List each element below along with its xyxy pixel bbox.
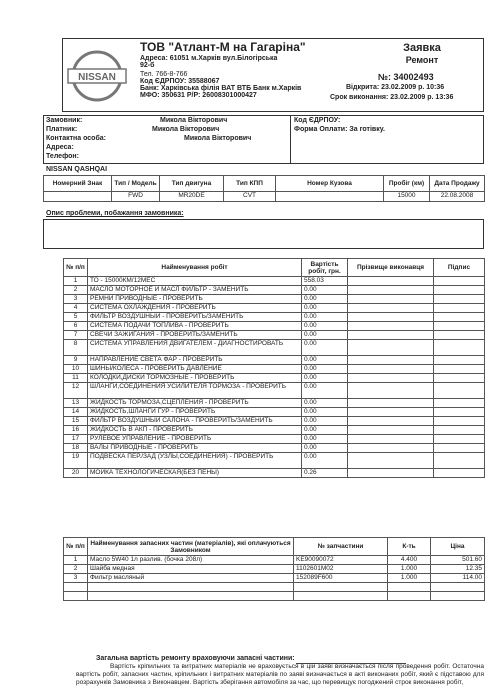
work-row xyxy=(64,322,485,331)
work-number: 4 xyxy=(64,304,88,313)
vehicle-engine: MR20DE xyxy=(160,192,224,202)
work-cost: 0.00 xyxy=(302,417,348,426)
work-executor xyxy=(348,383,434,399)
work-cost: 0.00 xyxy=(302,286,348,295)
work-name: ТО - 15000КМ/12МЕС xyxy=(88,277,302,286)
work-executor xyxy=(348,365,434,374)
work-executor xyxy=(348,417,434,426)
work-cost: 0.00 xyxy=(302,399,348,408)
customer-edrpou-label: Код ЄДРПОУ: xyxy=(294,117,341,124)
work-row xyxy=(64,374,485,383)
work-signature xyxy=(434,313,485,322)
work-executor xyxy=(348,286,434,295)
work-name: НАПРАВЛЕНИЕ СВЕТА ФАР - ПРОВЕРИТЬ xyxy=(88,356,302,365)
work-name: ШЛАНГИ,СОЕДИНЕНИЯ УСИЛИТЕЛЯ ТОРМОЗА - ПРОВЕРИТЬ xyxy=(88,383,302,399)
work-cost: 0.00 xyxy=(302,444,348,453)
part-number xyxy=(64,592,88,601)
works-body xyxy=(64,277,485,478)
part-quantity xyxy=(388,583,431,592)
footer-note: Вартість кріпильних та витратних матеріалів не враховується в цій заяві визначається після проведення робіт. Остаточна вартість робіт, запасних частин, кріпильних і витратних матеріалів по заяві визначається в акті виконаних робіт, який є підставою для розрахунків Замовника з Виконавцем. Вартість зберігання автомобіля за час, що перевищує погоджений строк виконання робіт, xyxy=(76,663,484,686)
vehicle-plate xyxy=(44,192,112,202)
work-executor xyxy=(348,399,434,408)
logo-text: NISSAN xyxy=(78,72,116,83)
part-name xyxy=(88,583,294,592)
vehicle-header: Тип двигуна xyxy=(160,176,224,192)
company-address: Адреса: 61051 м.Харків вул.Білогірська xyxy=(140,55,278,62)
vehicle-header: Пробіг (км) xyxy=(384,176,430,192)
part-row xyxy=(64,565,485,574)
company-edrpou: Код ЄДРПОУ: 35588067 xyxy=(140,78,220,85)
work-row xyxy=(64,365,485,374)
vehicle-header: Дата Продажу xyxy=(430,176,485,192)
work-name: СИСТЕМА УПРАВЛЕНИЯ ДВИГАТЕЛЕМ - ДИАГНОСТИРОВАТЬ xyxy=(88,340,302,356)
work-signature xyxy=(434,408,485,417)
order-opened: Відкрита: 23.02.2009 р. 10:36 xyxy=(346,84,445,91)
vehicle-mileage: 15000 xyxy=(384,192,430,202)
company-name: ТОВ "Атлант-М на Гагаріна" xyxy=(140,40,306,54)
works-header: Найменування робіт xyxy=(88,259,302,277)
work-row xyxy=(64,286,485,295)
part-price: 501.60 xyxy=(431,556,485,565)
work-number: 18 xyxy=(64,444,88,453)
work-row xyxy=(64,304,485,313)
work-cost: 0.00 xyxy=(302,435,348,444)
client-name: Микола Вікторович xyxy=(160,117,228,124)
payer-name: Микола Вікторович xyxy=(152,126,220,133)
part-code: KE90090072 xyxy=(294,556,388,565)
part-name: Фильтр масляный xyxy=(88,574,294,583)
problem-label: Опис проблеми, побажання замовника: xyxy=(46,210,184,217)
work-row xyxy=(64,340,485,356)
part-price xyxy=(431,592,485,601)
part-name: Шайба медная xyxy=(88,565,294,574)
payment-form: Форма Оплати: За готівку. xyxy=(294,126,385,133)
work-cost: 0.00 xyxy=(302,304,348,313)
part-name: Масло 5W40 1л разлив. (бочка 208л) xyxy=(88,556,294,565)
work-name: СИСТЕМА ОХЛАЖДЕНИЯ - ПРОВЕРИТЬ xyxy=(88,304,302,313)
vehicle-header: Номер Кузова xyxy=(276,176,384,192)
work-signature xyxy=(434,417,485,426)
work-row xyxy=(64,435,485,444)
part-code xyxy=(294,583,388,592)
work-name: ЖИДКОСТЬ ТОРМОЗА,СЦЕПЛЕНИЯ - ПРОВЕРИТЬ xyxy=(88,399,302,408)
parts-header: № запчастини xyxy=(294,538,388,556)
works-header: Вартість робіт, грн. xyxy=(302,259,348,277)
work-name: ФИЛЬТР ВОЗДУШНЫЙ САЛОНА - ПРОВЕРИТЬ/ЗАМЕНИТЬ xyxy=(88,417,302,426)
work-signature xyxy=(434,453,485,469)
work-name: ПОДВЕСКА ПЕР./ЗАД (УЗЛЫ,СОЕДИНЕНИЯ) - ПРОВЕРИТЬ xyxy=(88,453,302,469)
work-name: МОЙКА ТЕХНОЛОГИЧЕСКАЯ(БЕЗ ПЕНЫ) xyxy=(88,469,302,478)
work-number: 5 xyxy=(64,313,88,322)
work-executor xyxy=(348,435,434,444)
part-quantity: 4.400 xyxy=(388,556,431,565)
payer-label: Платник: xyxy=(46,126,78,133)
part-code: 1102601M02 xyxy=(294,565,388,574)
work-cost: 0.00 xyxy=(302,340,348,356)
part-row xyxy=(64,592,485,601)
total-label: Загальна вартість ремонту враховуючи запасні частини: xyxy=(96,655,295,662)
part-quantity: 1.000 xyxy=(388,565,431,574)
work-row xyxy=(64,417,485,426)
work-row xyxy=(64,313,485,322)
work-signature xyxy=(434,322,485,331)
work-name: ЖИДКОСТЬ В АКП - ПРОВЕРИТЬ xyxy=(88,426,302,435)
part-row xyxy=(64,556,485,565)
work-cost: 0.00 xyxy=(302,356,348,365)
work-cost: 0.00 xyxy=(302,295,348,304)
address-label: Адреса: xyxy=(46,144,74,151)
work-cost: 0.00 xyxy=(302,322,348,331)
works-table xyxy=(63,258,485,478)
work-executor xyxy=(348,453,434,469)
work-executor xyxy=(348,313,434,322)
client-label: Замовник: xyxy=(46,117,83,124)
company-bank: Банк: Харківська філія ВАТ ВТБ Банк м.Харків xyxy=(140,85,302,92)
order-deadline: Срок виконання: 23.02.2009 р. 13:36 xyxy=(330,94,454,101)
part-number: 2 xyxy=(64,565,88,574)
work-executor xyxy=(348,304,434,313)
part-number xyxy=(64,583,88,592)
work-number: 8 xyxy=(64,340,88,356)
work-number: 17 xyxy=(64,435,88,444)
part-price: 12.35 xyxy=(431,565,485,574)
parts-header: Найменування запасних частин (матеріалів), які оплачуються Замовником xyxy=(88,538,294,556)
parts-table xyxy=(63,537,485,601)
customer-frame xyxy=(43,115,484,164)
parts-header: К-ть xyxy=(388,538,431,556)
work-number: 20 xyxy=(64,469,88,478)
part-code xyxy=(294,592,388,601)
work-number: 16 xyxy=(64,426,88,435)
customer-divider xyxy=(290,115,291,164)
vehicle-model-type: FWD xyxy=(112,192,160,202)
part-row xyxy=(64,583,485,592)
work-executor xyxy=(348,340,434,356)
work-number: 12 xyxy=(64,383,88,399)
work-number: 19 xyxy=(64,453,88,469)
company-address2: 92-б xyxy=(140,62,155,69)
work-row xyxy=(64,426,485,435)
work-executor xyxy=(348,277,434,286)
work-signature xyxy=(434,295,485,304)
work-row xyxy=(64,444,485,453)
contact-label: Контактна особа: xyxy=(46,135,106,142)
parts-header: № п/п xyxy=(64,538,88,556)
work-signature xyxy=(434,286,485,295)
work-name: ФИЛЬТР ВОЗДУШНЫЙ - ПРОВЕРИТЬ/ЗАМЕНИТЬ xyxy=(88,313,302,322)
work-number: 14 xyxy=(64,408,88,417)
order-title: Заявка xyxy=(403,42,441,54)
work-signature xyxy=(434,435,485,444)
company-phone: Тел. 766-8-766 xyxy=(140,71,188,78)
part-number: 1 xyxy=(64,556,88,565)
work-executor xyxy=(348,408,434,417)
vehicle-body-number xyxy=(276,192,384,202)
part-quantity: 1.000 xyxy=(388,574,431,583)
work-executor xyxy=(348,322,434,331)
work-cost: 0.00 xyxy=(302,331,348,340)
part-quantity xyxy=(388,592,431,601)
part-price xyxy=(431,583,485,592)
work-number: 1 xyxy=(64,277,88,286)
vehicle-table xyxy=(43,175,485,202)
work-row xyxy=(64,408,485,417)
work-signature xyxy=(434,356,485,365)
work-signature xyxy=(434,426,485,435)
order-subtitle: Ремонт xyxy=(405,55,439,65)
vehicle-header: Тип / Модель xyxy=(112,176,160,192)
work-name: ВАЛЫ ПРИВОДНЫЕ - ПРОВЕРИТЬ xyxy=(88,444,302,453)
problem-box xyxy=(43,219,484,249)
work-number: 2 xyxy=(64,286,88,295)
work-signature xyxy=(434,469,485,478)
work-name: РУЛЕВОЕ УПРАВЛЕНИЕ - ПРОВЕРИТЬ xyxy=(88,435,302,444)
work-executor xyxy=(348,444,434,453)
parts-header: Ціна xyxy=(431,538,485,556)
work-cost: 0.00 xyxy=(302,365,348,374)
work-cost: 0.00 xyxy=(302,383,348,399)
work-cost: 0.00 xyxy=(302,313,348,322)
vehicle-header: Номерний Знак xyxy=(44,176,112,192)
work-cost: 0.00 xyxy=(302,408,348,417)
work-name: КОЛОДКИ,ДИСКИ ТОРМОЗНЫЕ - ПРОВЕРИТЬ xyxy=(88,374,302,383)
phone-label: Телефон: xyxy=(46,153,79,160)
work-executor xyxy=(348,331,434,340)
work-number: 3 xyxy=(64,295,88,304)
part-name xyxy=(88,592,294,601)
work-row xyxy=(64,383,485,399)
work-signature xyxy=(434,444,485,453)
work-signature xyxy=(434,383,485,399)
vehicle-model: NISSAN QASHQAI xyxy=(46,166,108,173)
work-cost: 558.03 xyxy=(302,277,348,286)
work-row xyxy=(64,453,485,469)
work-signature xyxy=(434,399,485,408)
work-name: ШИНЫ/КОЛЁСА - ПРОВЕРИТЬ ДАВЛЕНИЕ xyxy=(88,365,302,374)
work-signature xyxy=(434,374,485,383)
work-name: СИСТЕМА ПОДАЧИ ТОПЛИВА - ПРОВЕРИТЬ xyxy=(88,322,302,331)
work-signature xyxy=(434,277,485,286)
work-row xyxy=(64,331,485,340)
work-name: МАСЛО МОТОРНОЕ И МАСЛ ФИЛЬТР - ЗАМЕНИТЬ xyxy=(88,286,302,295)
work-executor xyxy=(348,426,434,435)
work-cost: 0.00 xyxy=(302,426,348,435)
work-name: СВЕЧИ ЗАЖИГАНИЯ - ПРОВЕРИТЬ/ЗАМЕНИТЬ xyxy=(88,331,302,340)
work-number: 6 xyxy=(64,322,88,331)
work-cost: 0.26 xyxy=(302,469,348,478)
order-number: №: 34002493 xyxy=(378,72,434,82)
vehicle-gearbox: CVT xyxy=(224,192,276,202)
work-number: 11 xyxy=(64,374,88,383)
work-cost: 0.00 xyxy=(302,453,348,469)
nissan-logo xyxy=(66,45,128,107)
vehicle-sale-date: 22.08.2008 xyxy=(430,192,485,202)
work-row xyxy=(64,356,485,365)
parts-body xyxy=(64,556,485,601)
work-number: 10 xyxy=(64,365,88,374)
work-executor xyxy=(348,374,434,383)
part-price: 114.00 xyxy=(431,574,485,583)
work-signature xyxy=(434,331,485,340)
work-number: 13 xyxy=(64,399,88,408)
company-block xyxy=(140,40,360,99)
company-mfo: МФО: 350631 Р/Р: 26008301000427 xyxy=(140,92,257,99)
work-row xyxy=(64,277,485,286)
work-executor xyxy=(348,295,434,304)
contact-name: Микола Вікторович xyxy=(184,135,252,142)
works-header: № п/п xyxy=(64,259,88,277)
part-row xyxy=(64,574,485,583)
part-code: 152089F600 xyxy=(294,574,388,583)
part-number: 3 xyxy=(64,574,88,583)
works-header: Підпис xyxy=(434,259,485,277)
work-executor xyxy=(348,469,434,478)
vehicle-header: Тип КПП xyxy=(224,176,276,192)
work-executor xyxy=(348,356,434,365)
works-header: Прізвище виконавця xyxy=(348,259,434,277)
work-name: ЖИДКОСТЬ,ШЛАНГИ ГУР - ПРОВЕРИТЬ xyxy=(88,408,302,417)
work-number: 15 xyxy=(64,417,88,426)
work-row xyxy=(64,295,485,304)
work-row xyxy=(64,469,485,478)
work-cost: 0.00 xyxy=(302,374,348,383)
work-name: РЕМНИ ПРИВОДНЫЕ - ПРОВЕРИТЬ xyxy=(88,295,302,304)
work-number: 9 xyxy=(64,356,88,365)
work-signature xyxy=(434,304,485,313)
work-number: 7 xyxy=(64,331,88,340)
work-signature xyxy=(434,340,485,356)
work-row xyxy=(64,399,485,408)
work-signature xyxy=(434,365,485,374)
